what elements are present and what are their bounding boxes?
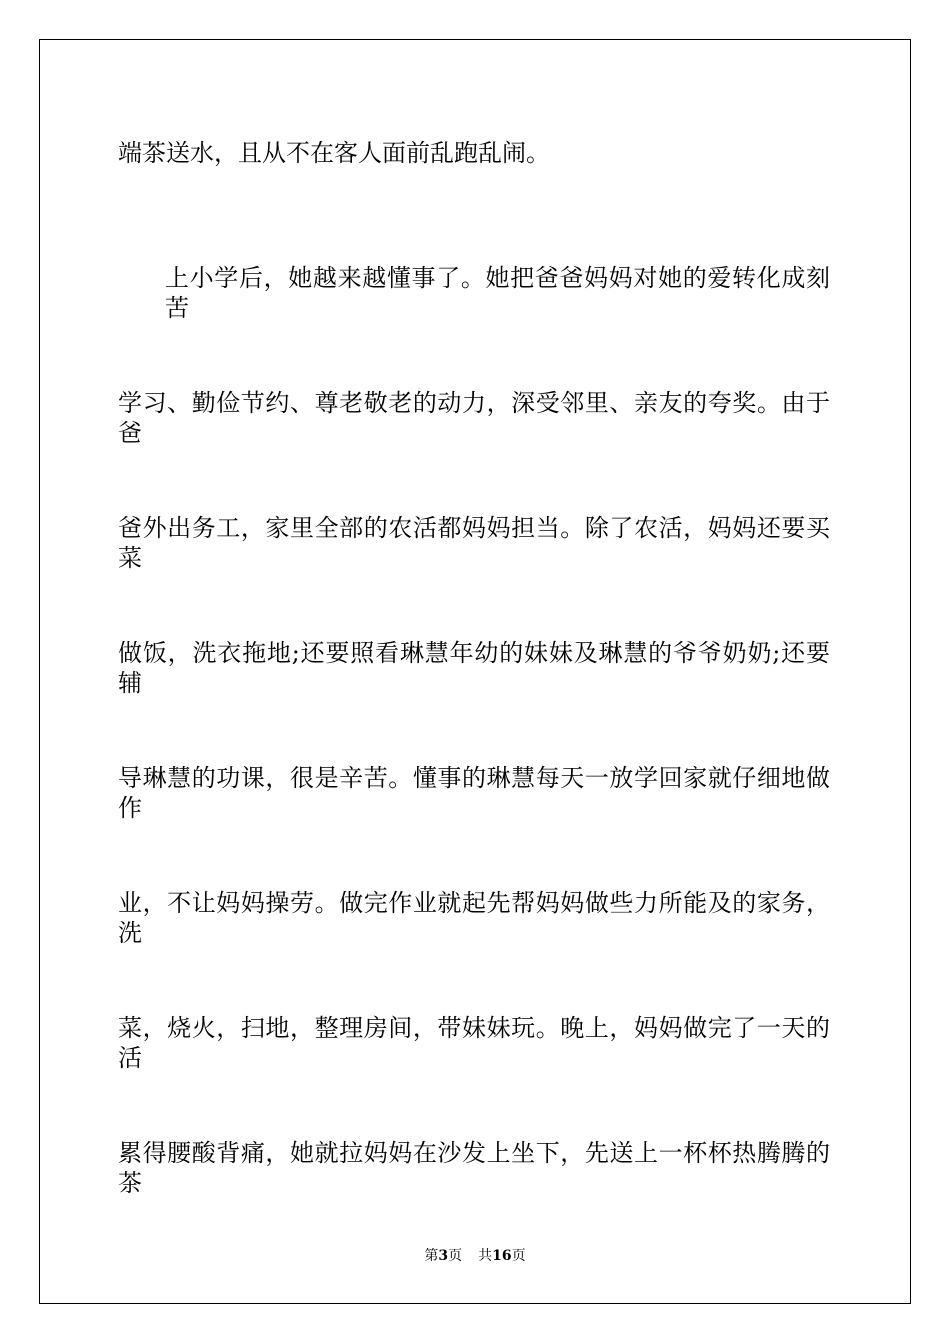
text-line-9: 累得腰酸背痛，她就拉妈妈在沙发上坐下，先送上一杯杯热腾腾的茶 <box>118 1139 830 1197</box>
footer-page-total: 16 <box>492 1248 512 1264</box>
text-line-7: 业，不让妈妈操劳。做完作业就起先帮妈妈做些力所能及的家务，洗 <box>118 889 830 947</box>
text-line-2: 上小学后，她越来越懂事了。她把爸爸妈妈对她的爱转化成刻苦 <box>165 264 830 322</box>
footer-page-current: 3 <box>438 1248 449 1264</box>
page-footer <box>0 1247 950 1265</box>
text-line-6: 导琳慧的功课，很是辛苦。懂事的琳慧每天一放学回家就仔细地做作 <box>118 764 830 822</box>
text-line-8: 菜，烧火，扫地，整理房间，带妹妹玩。晚上，妈妈做完了一天的活 <box>118 1014 830 1072</box>
text-line-5: 做饭，洗衣拖地;还要照看琳慧年幼的妹妹及琳慧的爷爷奶奶;还要辅 <box>118 639 830 697</box>
footer-page-suffix: 页 <box>448 1248 463 1264</box>
footer-page-prefix: 第 <box>424 1248 439 1264</box>
text-line-1: 端茶送水，且从不在客人面前乱跑乱闹。 <box>118 139 550 167</box>
text-line-4: 爸外出务工，家里全部的农活都妈妈担当。除了农活，妈妈还要买菜 <box>118 514 830 572</box>
text-line-3: 学习、勤俭节约、尊老敬老的动力，深受邻里、亲友的夸奖。由于爸 <box>118 389 830 447</box>
footer-total-prefix: 共 <box>478 1248 493 1264</box>
footer-total-suffix: 页 <box>511 1248 526 1264</box>
